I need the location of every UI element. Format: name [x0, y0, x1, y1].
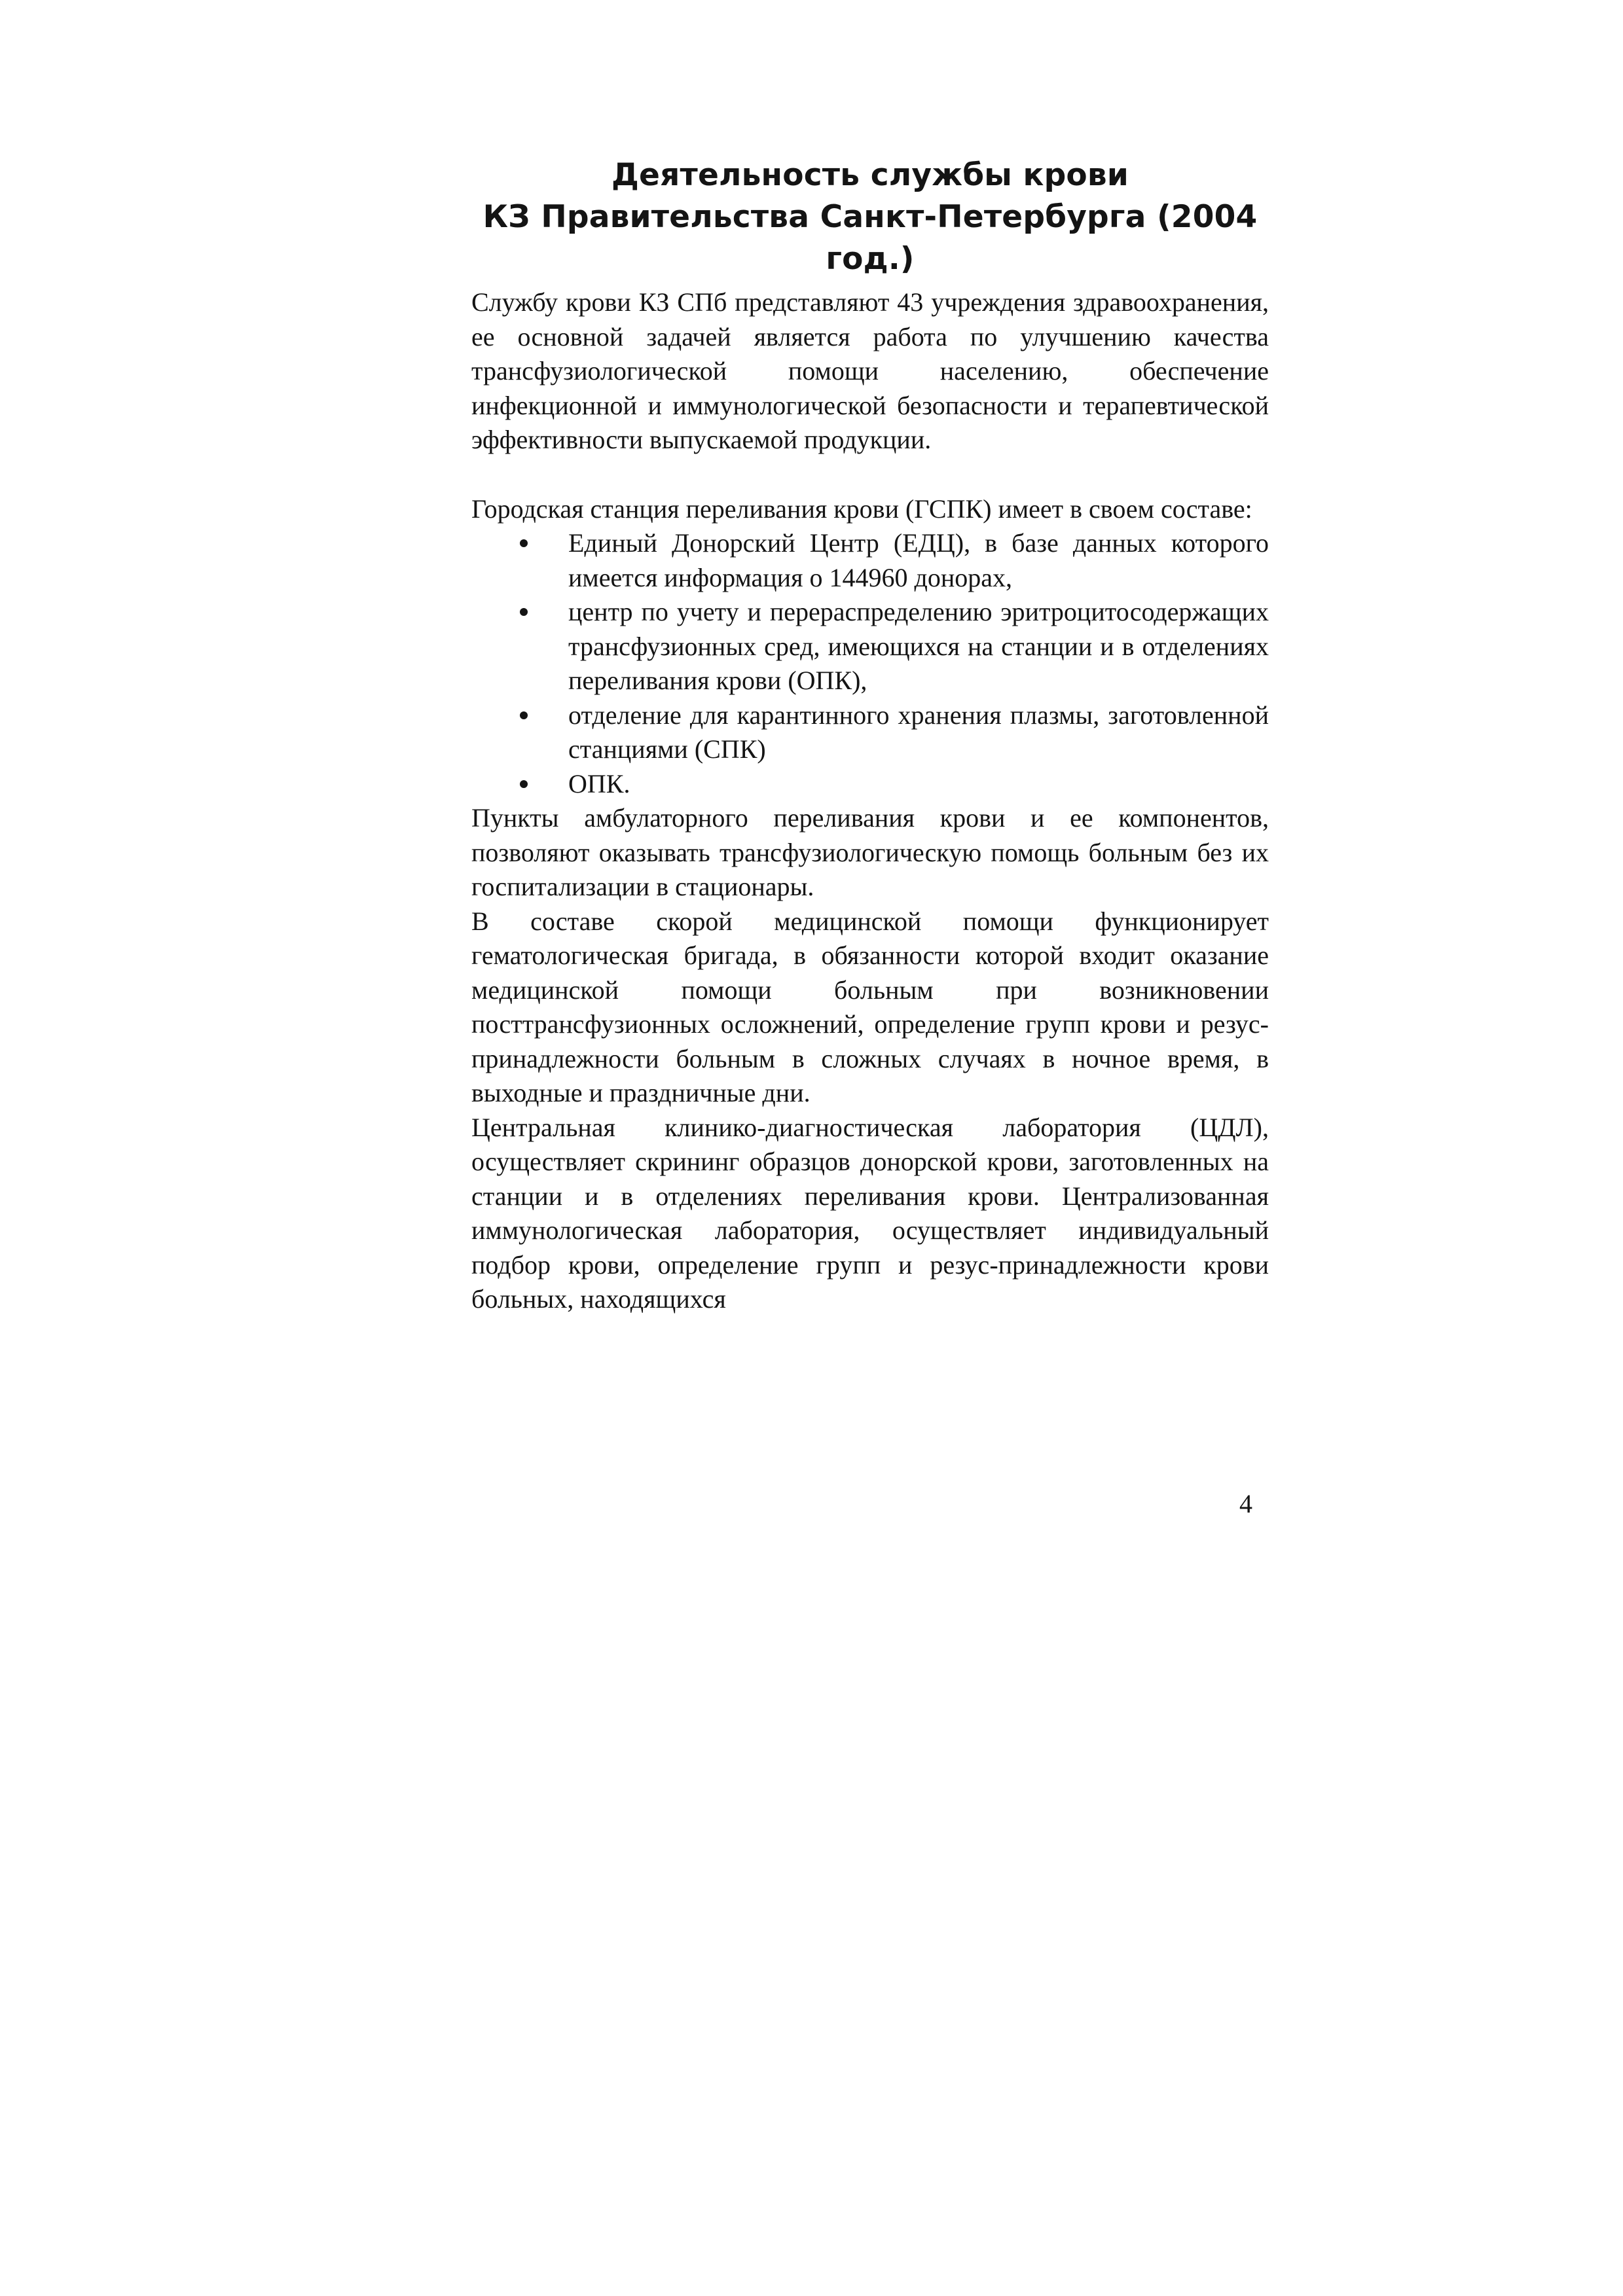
bullet-icon — [520, 608, 528, 616]
page-number: 4 — [1239, 1489, 1252, 1518]
list-item-text: центр по учету и перераспределению эритроцитосодержащих трансфузионных сред, имеющихся на станции и в отделениях переливания крови (ОПК), — [568, 597, 1269, 695]
paragraph-gspk-intro: Городская станция переливания крови (ГСПК) имеет в своем составе: — [471, 493, 1252, 524]
page-title — [471, 154, 1269, 280]
title-line-2: КЗ Правительства Санкт-Петербурга (2004 — [483, 199, 1258, 235]
list-item-text: Единый Донорский Центр (ЕДЦ), в базе данных которого имеется информация о 144960 донорах, — [568, 528, 1269, 592]
list-item-text: ОПК. — [568, 768, 630, 798]
page-content — [471, 154, 1269, 1317]
paragraph-ambulance: В составе скорой медицинской помощи функционирует гематологическая бригада, в обязанности которой входит оказание медицинской помощи больным при возникновении посттрансфузионных осложнений, определение групп крови и резус-принадлежности больным в сложных случаях в ночное время, в выходные и праздничные дни. — [471, 906, 1269, 1107]
list-item — [568, 595, 1269, 698]
list-item — [568, 526, 1269, 595]
bullet-icon — [520, 711, 528, 719]
title-line-3: год.) — [826, 241, 915, 277]
list-item-text: отделение для карантинного хранения плазмы, заготовленной станциями (СПК) — [568, 700, 1269, 764]
paragraph-intro: Службу крови КЗ СПб представляют 43 учреждения здравоохранения, ее основной задачей является работа по улучшению качества трансфузиологической помощи населению, обеспечение инфекционной и иммунологической безопасности и терапевтической эффективности выпускаемой продукции. — [471, 287, 1269, 454]
bullet-icon — [520, 539, 528, 547]
paragraph-ambulatory: Пункты амбулаторного переливания крови и ее компонентов, позволяют оказывать трансфузиологическую помощь больным без их госпитализации в стационары. — [471, 803, 1269, 901]
paragraph-spacer — [471, 457, 1269, 492]
body-text — [471, 285, 1269, 1317]
list-item — [568, 767, 1269, 802]
title-line-1: Деятельность службы крови — [611, 157, 1129, 193]
gspk-components-list — [471, 526, 1269, 801]
bullet-icon — [520, 780, 528, 788]
list-item — [568, 698, 1269, 767]
paragraph-lab: Центральная клинико-диагностическая лаборатория (ЦДЛ), осуществляет скрининг образцов донорской крови, заготовленных на станции и в отделениях переливания крови. Централизованная иммунологическая лаборатория, осуществляет индивидуальный подбор крови, определение групп и резус-принадлежности крови больных, находящихся — [471, 1112, 1269, 1314]
